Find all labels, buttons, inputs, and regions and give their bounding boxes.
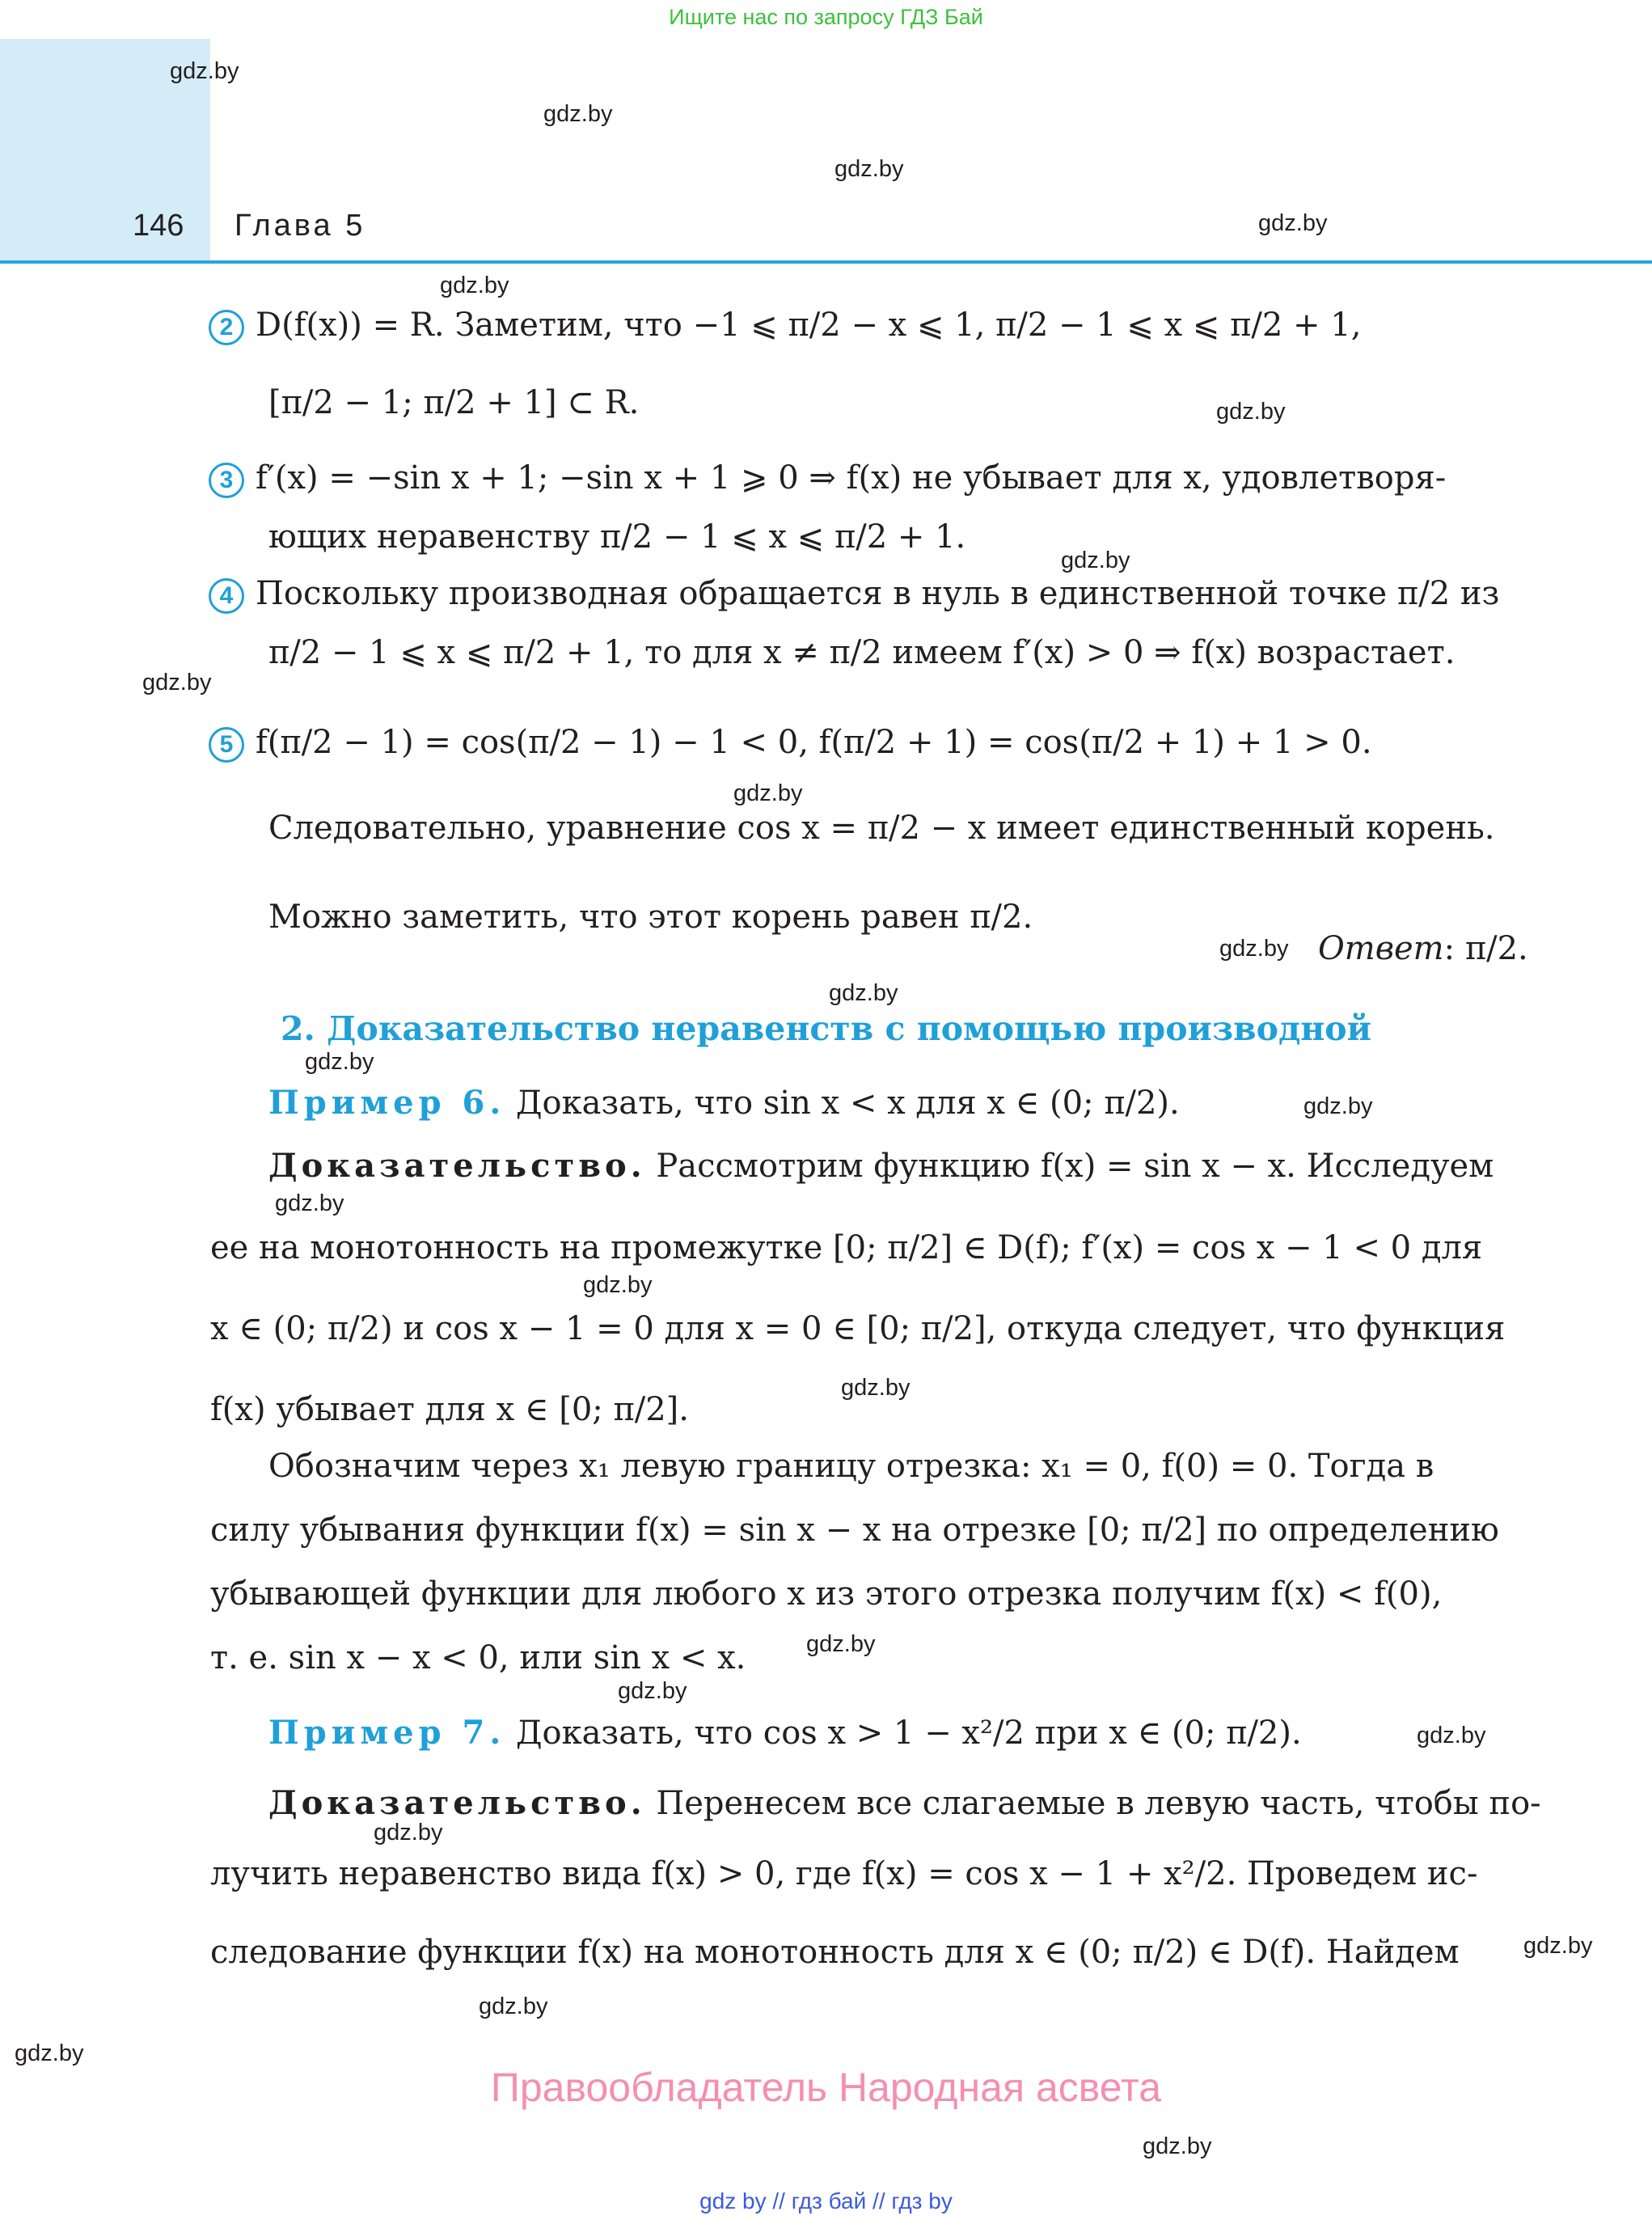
answer: Ответ: π/2.	[1318, 930, 1528, 967]
watermark: gdz.by	[1303, 1093, 1373, 1119]
watermark: gdz.by	[1143, 2133, 1212, 2159]
example-6-proof-line: Обозначим через x₁ левую границу отрезка: x₁ = 0, f(0) = 0. Тогда в	[268, 1448, 1434, 1485]
example-6-proof-line: x ∈ (0; π/2) и cos x − 1 = 0 для x = 0 ∈ [0; π/2], откуда следует, что функция	[210, 1310, 1506, 1347]
step-5-line1: f(π/2 − 1) = cos(π/2 − 1) − 1 < 0, f(π/2 + 1) = cos(π/2 + 1) + 1 > 0.	[256, 724, 1372, 761]
chapter-title: Глава 5	[234, 209, 366, 243]
proof-text: Рассмотрим функцию f(x) = sin x − x. Исследуем	[656, 1148, 1494, 1185]
proof-label: Доказательство.	[268, 1784, 646, 1822]
watermark: gdz.by	[829, 980, 898, 1006]
step-3-line2: ющих неравенству π/2 − 1 ⩽ x ⩽ π/2 + 1.	[268, 518, 966, 556]
watermark: gdz.by	[1417, 1723, 1486, 1748]
example-6	[268, 1080, 1180, 1126]
watermark: gdz.by	[834, 156, 904, 182]
watermark: gdz.by	[479, 1994, 548, 2019]
watermark: gdz.by	[142, 670, 212, 696]
section-title: 2. Доказательство неравенств с помощью производной	[280, 1009, 1372, 1048]
watermark: gdz.by	[618, 1678, 687, 1704]
watermark: gdz.by	[1258, 210, 1328, 236]
watermark: gdz.by	[440, 273, 509, 298]
header-rule	[0, 260, 1652, 264]
footer-links[interactable]: gdz by // гдз бай // гдз by	[699, 2188, 953, 2213]
step-3	[209, 455, 1446, 501]
copyright: Правообладатель Народная асвета	[490, 2065, 1162, 2110]
watermark: gdz.by	[305, 1049, 374, 1075]
watermark: gdz.by	[543, 101, 613, 127]
page-number: 146	[133, 209, 184, 243]
step-number-badge: 3	[209, 463, 244, 498]
step-2-line2: [π/2 − 1; π/2 + 1] ⊂ R.	[268, 384, 640, 421]
top-banner[interactable]: Ищите нас по запросу ГДЗ Бай	[669, 5, 983, 29]
step-2	[209, 302, 1361, 348]
step-3-line1: f′(x) = −sin x + 1; −sin x + 1 ⩾ 0 ⇒ f(x) не убывает для x, удовлетворя-	[256, 459, 1447, 497]
watermark: gdz.by	[1219, 936, 1289, 962]
example-7-proof-line: лучить неравенство вида f(x) > 0, где f(x) = cos x − 1 + x²/2. Проведем ис-	[210, 1855, 1478, 1892]
example-6-proof-line: т. е. sin x − x < 0, или sin x < x.	[210, 1639, 746, 1676]
example-7-statement: Доказать, что cos x > 1 − x²/2 при x ∈ (0; π/2).	[515, 1715, 1302, 1752]
proof-label: Доказательство.	[268, 1147, 646, 1185]
watermark: gdz.by	[275, 1190, 344, 1216]
watermark: gdz.by	[806, 1631, 876, 1657]
example-6-label: Пример 6.	[268, 1084, 506, 1122]
example-7-proof-line: следование функции f(x) на монотонность для x ∈ (0; π/2) ∈ D(f). Найдем	[210, 1934, 1460, 1971]
example-7-label: Пример 7.	[268, 1714, 506, 1752]
example-6-proof-line: силу убывания функции f(x) = sin x − x на отрезке [0; π/2] по определению	[210, 1512, 1499, 1549]
watermark: gdz.by	[583, 1272, 653, 1298]
example-6-statement: Доказать, что sin x < x для x ∈ (0; π/2).	[515, 1085, 1180, 1122]
step-4	[209, 571, 1499, 616]
watermark: gdz.by	[733, 780, 803, 806]
conclusion-line: Следовательно, уравнение cos x = π/2 − x имеет единственный корень.	[268, 810, 1495, 847]
step-2-line1: D(f(x)) = R. Заметим, что −1 ⩽ π/2 − x ⩽ 1, π/2 − 1 ⩽ x ⩽ π/2 + 1,	[256, 307, 1362, 344]
example-7	[268, 1710, 1302, 1756]
step-number-badge: 2	[209, 310, 244, 345]
answer-label: Ответ	[1318, 930, 1444, 967]
proof-text: Перенесем все слагаемые в левую часть, чтобы по-	[656, 1785, 1541, 1822]
watermark: gdz.by	[1216, 399, 1286, 425]
example-6-proof-line: f(x) убывает для x ∈ [0; π/2].	[210, 1391, 689, 1428]
watermark: gdz.by	[170, 58, 239, 84]
step-number-badge: 5	[209, 727, 244, 763]
watermark: gdz.by	[1523, 1933, 1593, 1959]
watermark: gdz.by	[841, 1375, 911, 1401]
step-4-line2: π/2 − 1 ⩽ x ⩽ π/2 + 1, то для x ≠ π/2 имеем f′(x) > 0 ⇒ f(x) возрастает.	[268, 634, 1456, 671]
step-5	[209, 720, 1372, 765]
step-4-line1: Поскольку производная обращается в нуль в единственной точке π/2 из	[256, 575, 1500, 612]
step-number-badge: 4	[209, 578, 244, 614]
conclusion-line: Можно заметить, что этот корень равен π/2.	[268, 898, 1033, 936]
watermark: gdz.by	[15, 2040, 84, 2066]
watermark: gdz.by	[374, 1820, 443, 1846]
example-6-proof-line	[268, 1144, 1494, 1189]
example-6-proof-line: ее на монотонность на промежутке [0; π/2] ∈ D(f); f′(x) = cos x − 1 < 0 для	[210, 1229, 1483, 1266]
example-7-proof-line	[268, 1781, 1541, 1826]
example-6-proof-line: убывающей функции для любого x из этого отрезка получим f(x) < f(0),	[210, 1575, 1443, 1613]
answer-value: π/2.	[1464, 930, 1528, 967]
watermark: gdz.by	[1061, 548, 1130, 573]
